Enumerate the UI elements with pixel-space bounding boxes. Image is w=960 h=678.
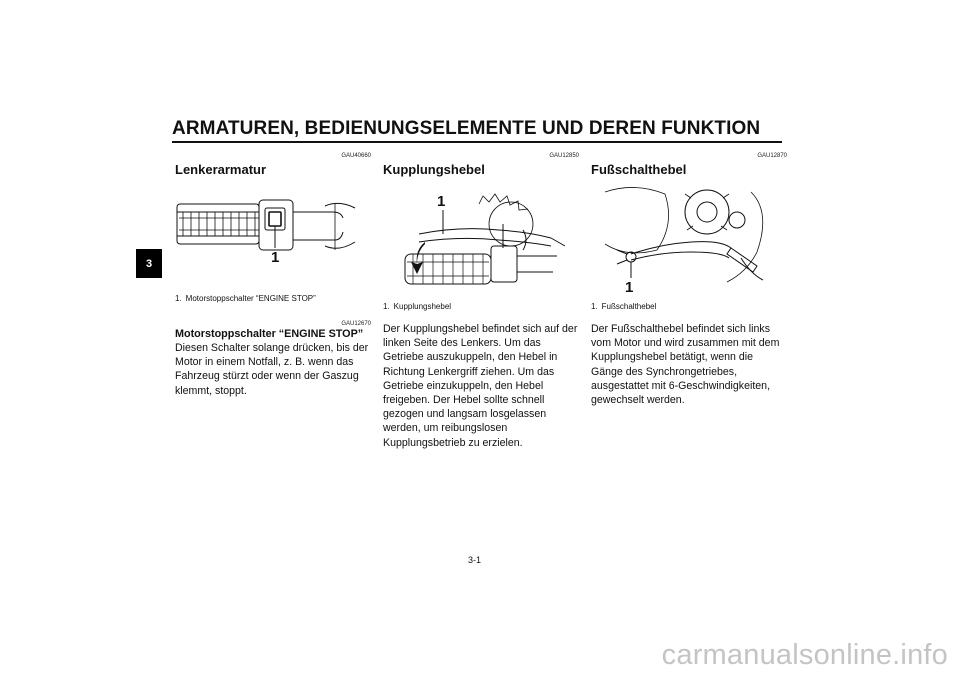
caption-text: Kupplungshebel [393,302,452,311]
caption-number: 1. [383,302,390,311]
column-handlebar-switches [175,152,371,398]
figure-callout: 1 [437,193,446,210]
watermark: carmanualsonline.info [661,639,948,671]
caption-text: Motorstoppschalter “ENGINE STOP” [185,294,316,303]
figure-callout: 1 [271,249,280,266]
section-code: GAU40660 [341,153,371,159]
section-title: Kupplungshebel [383,162,485,177]
caption-number: 1. [175,294,182,303]
chapter-tab: 3 [136,249,162,278]
figure-caption [383,302,579,312]
figure-caption [175,294,371,304]
shift-pedal-illustration [591,184,783,302]
column-clutch-lever [383,152,579,450]
caption-text: Fußschalthebel [601,302,657,311]
body-text: Der Fußschalthebel befindet sich links vom Motor und wird zusammen mit dem Kupplungshebel betätigt, wenn die Gänge des Synchrongetriebes, ausgestattet mit 6-Geschwindigkeiten, gewechselt werden. [591,323,780,407]
column-shift-pedal [591,152,787,407]
section-code: GAU12850 [549,153,579,159]
subsection-title: Motorstoppschalter “ENGINE STOP” [175,328,364,340]
subsection-code: GAU12670 [341,321,371,327]
engine-stop-switch-illustration [175,184,367,286]
caption-number: 1. [591,302,598,311]
body-text: Diesen Schalter solange drücken, bis der Motor in einem Notfall, z. B. wenn das Fahrzeug stürzt oder wenn der Gaszug klemmt, stoppt. [175,342,369,397]
figure-callout: 1 [625,279,634,296]
section-code: GAU12870 [757,153,787,159]
page-number: 3-1 [468,555,482,565]
clutch-lever-illustration [383,184,575,302]
section-title: Fußschalthebel [591,162,687,177]
body-text: Der Kupplungshebel befindet sich auf der linken Seite des Lenkers. Um das Getriebe auszukuppeln, den Hebel in Richtung Lenkergriff ziehen. Um das Getriebe einzukuppeln, den Hebel freigeben. Der Hebel sollte schnell gezogen und langsam losgelassen werden, um reibungslosen Kupplungsbetrieb zu erzielen. [383,323,578,449]
figure-caption [591,302,787,312]
section-title: Lenkerarmatur [175,162,267,177]
title-rule [172,141,782,143]
page-title: ARMATUREN, BEDIENUNGSELEMENTE UND DEREN FUNKTION [172,118,761,139]
